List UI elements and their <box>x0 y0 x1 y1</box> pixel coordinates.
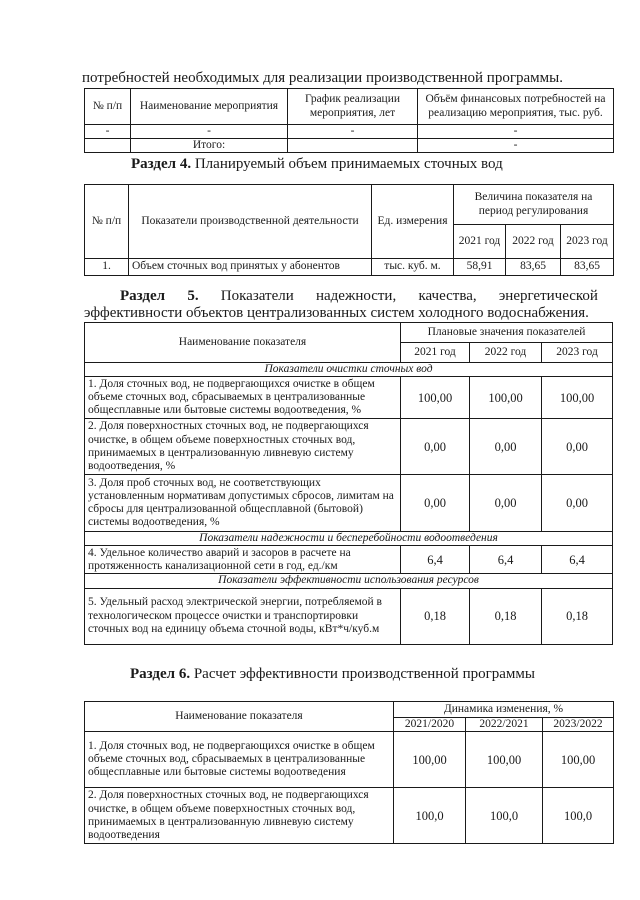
cell: - <box>85 125 131 139</box>
header-year: 2021 год <box>401 343 470 363</box>
header-year: 2022 год <box>470 343 542 363</box>
header-period: 2023/2022 <box>543 718 614 732</box>
header-schedule: График реализации мероприятия, лет <box>288 89 418 125</box>
row-value: 100,0 <box>543 788 614 844</box>
table-program-efficiency <box>84 701 614 844</box>
cell: - <box>288 125 418 139</box>
table-row <box>85 546 613 574</box>
total-row <box>85 139 614 153</box>
table-row <box>85 125 614 139</box>
row-value: 0,00 <box>401 419 470 475</box>
header-year: 2023 год <box>542 343 613 363</box>
cell-empty <box>288 139 418 153</box>
row-value: 0,18 <box>401 588 470 644</box>
row-value: 100,00 <box>542 377 613 419</box>
header-indicator-name: Наименование показателя <box>85 702 394 732</box>
row-value: 0,00 <box>401 475 470 532</box>
row-value: 6,4 <box>542 546 613 574</box>
row-value: 100,0 <box>394 788 466 844</box>
total-value: - <box>418 139 614 153</box>
group-heading: Показатели надежности и бесперебойности водоотведения <box>85 532 613 546</box>
header-financial-volume: Объём финансовых потребностей на реализацию мероприятия, тыс. руб. <box>418 89 614 125</box>
row-value: 0,18 <box>470 588 542 644</box>
row-value: 0,00 <box>542 475 613 532</box>
row-value: 0,00 <box>542 419 613 475</box>
group-heading: Показатели очистки сточных вод <box>85 363 613 377</box>
row-value: 100,00 <box>394 732 466 788</box>
section6-heading <box>130 666 535 683</box>
table-wastewater-volume <box>84 184 614 276</box>
table-row <box>85 259 614 276</box>
table-row <box>85 732 614 788</box>
table-row <box>85 377 613 419</box>
table-row <box>85 588 613 644</box>
row-unit: тыс. куб. м. <box>372 259 454 276</box>
section5-heading <box>84 288 598 322</box>
intro-line: потребностей необходимых для реализации производственной программы. <box>82 70 563 86</box>
row-value: 100,00 <box>466 732 543 788</box>
section5-word: надежности, <box>315 288 397 304</box>
cell: - <box>131 125 288 139</box>
table-reliability-indicators <box>84 322 613 645</box>
section5-word: Показатели <box>220 288 294 304</box>
section5-word: Раздел <box>120 288 166 304</box>
row-value: 58,91 <box>454 259 506 276</box>
section5-word: энергетической <box>498 288 598 304</box>
section6-number: Раздел 6. <box>130 666 191 682</box>
row-name: 3. Доля проб сточных вод, не соответствующих установленным нормативам допустимых сбросов, лимитам на сбросы для централизованной общесплавной (бытовой) системы водоотведения, % <box>85 475 401 532</box>
group-heading: Показатели эффективности использования ресурсов <box>85 574 613 588</box>
header-year: 2022 год <box>506 225 561 259</box>
header-num: № п/п <box>85 185 129 259</box>
cell-empty <box>85 139 131 153</box>
row-value: 100,00 <box>543 732 614 788</box>
row-value: 83,65 <box>561 259 614 276</box>
section5-number: 5. <box>187 288 199 304</box>
section4-number: Раздел 4. <box>131 156 192 172</box>
row-value: 6,4 <box>470 546 542 574</box>
header-dynamics: Динамика изменения, % <box>394 702 614 718</box>
row-name: 4. Удельное количество аварий и засоров в расчете на протяженность канализационной сети в год, ед./км <box>85 546 401 574</box>
header-indicator-name: Наименование показателя <box>85 323 401 363</box>
cell: - <box>418 125 614 139</box>
section5-word: качества, <box>418 288 477 304</box>
table-row <box>85 475 613 532</box>
row-value: 100,00 <box>401 377 470 419</box>
row-value: 0,00 <box>470 419 542 475</box>
total-label: Итого: <box>131 139 288 153</box>
header-year: 2023 год <box>561 225 614 259</box>
section5-line2: эффективности объектов централизованных систем холодного водоснабжения. <box>84 305 589 321</box>
header-period: 2022/2021 <box>466 718 543 732</box>
row-value: 100,00 <box>470 377 542 419</box>
header-year: 2021 год <box>454 225 506 259</box>
row-name: 1. Доля сточных вод, не подвергающихся очистке в общем объеме сточных вод, сбрасываемых в централизованные общесплавные или бытовые системы водоотведения <box>85 732 394 788</box>
header-period: 2021/2020 <box>394 718 466 732</box>
header-plan-values: Плановые значения показателей <box>401 323 613 343</box>
row-value: 0,18 <box>542 588 613 644</box>
table-financial-needs <box>84 88 614 153</box>
row-value: 83,65 <box>506 259 561 276</box>
table-row <box>85 788 614 844</box>
row-name: 2. Доля поверхностных сточных вод, не подвергающихся очистке, в общем объеме поверхностных сточных вод, принимаемых в централизованную ливневую систему водоотведения <box>85 788 394 844</box>
header-unit: Ед. измерения <box>372 185 454 259</box>
row-name: 1. Доля сточных вод, не подвергающихся очистке в общем объеме сточных вод, сбрасываемых в централизованные общесплавные или бытовые системы водоотведения, % <box>85 377 401 419</box>
row-num: 1. <box>85 259 129 276</box>
header-num: № п/п <box>85 89 131 125</box>
section4-title: Планируемый объем принимаемых сточных вод <box>194 156 503 172</box>
row-value: 100,0 <box>466 788 543 844</box>
header-value-group: Величина показателя на период регулирования <box>454 185 614 225</box>
row-name: 5. Удельный расход электрической энергии, потребляемой в технологическом процессе очистки и транспортировки сточных вод на единицу объема сточной воды, кВт*ч/куб.м <box>85 588 401 644</box>
row-value: 0,00 <box>470 475 542 532</box>
section6-title: Расчет эффективности производственной программы <box>193 666 535 682</box>
section4-heading <box>131 156 503 173</box>
row-name: 2. Доля поверхностных сточных вод, не подвергающихся очистке, в общем объеме поверхностных сточных вод, принимаемых в централизованную ливневую систему водоотведения, % <box>85 419 401 475</box>
header-indicator: Показатели производственной деятельности <box>129 185 372 259</box>
table-row <box>85 419 613 475</box>
header-measure-name: Наименование мероприятия <box>131 89 288 125</box>
row-name: Объем сточных вод принятых у абонентов <box>129 259 372 276</box>
row-value: 6,4 <box>401 546 470 574</box>
